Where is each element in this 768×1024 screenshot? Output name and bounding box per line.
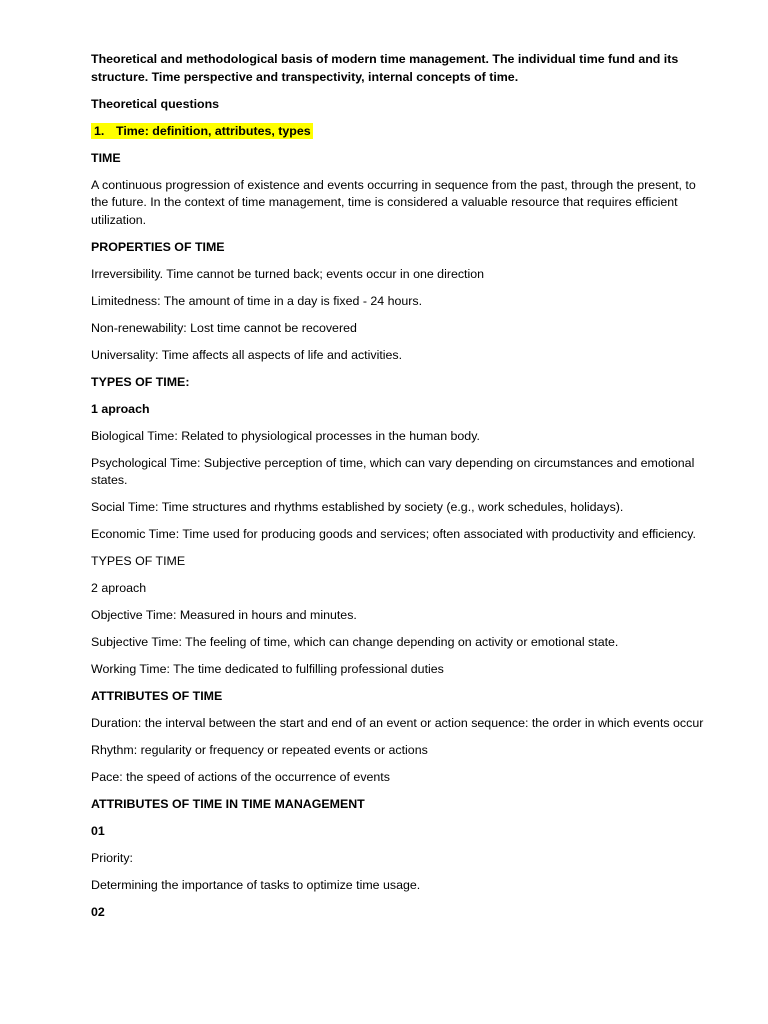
type-subjective: Subjective Time: The feeling of time, which can change depending on activity or emotional state. [91, 635, 619, 649]
type-social: Social Time: Time structures and rhythms established by society (e.g., work schedules, holidays). [91, 500, 624, 514]
property-universality: Universality: Time affects all aspects of life and activities. [91, 347, 403, 362]
attributes-tm-heading: ATTRIBUTES OF TIME IN TIME MANAGEMENT [91, 797, 365, 811]
time-definition: A continuous progression of existence and events occurring in sequence from the past, through the present, to the future. In the context of time management, time is considered a valuable resource that requires efficient utilization. [91, 177, 696, 227]
property-limitedness: Limitedness: The amount of time in a day is fixed - 24 hours. [91, 293, 423, 308]
theoretical-questions-heading: Theoretical questions [91, 96, 220, 111]
priority-description: Determining the importance of tasks to optimize time usage. [91, 878, 421, 892]
highlighted-list-item [91, 123, 716, 141]
approach-1-heading: 1 aproach [91, 401, 150, 416]
attribute-duration: Duration: the interval between the start and end of an event or action sequence: the order in which events occur [91, 716, 704, 730]
types-heading-2: TYPES OF TIME [91, 554, 186, 568]
list-item-text: Time: definition, attributes, types [116, 123, 311, 138]
type-working: Working Time: The time dedicated to fulfilling professional duties [91, 662, 444, 676]
number-02: 02 [91, 905, 105, 919]
types-heading: TYPES OF TIME: [91, 374, 190, 389]
priority-label: Priority: [91, 851, 133, 865]
attributes-heading: ATTRIBUTES OF TIME [91, 689, 223, 703]
type-objective: Objective Time: Measured in hours and minutes. [91, 608, 357, 622]
attribute-rhythm: Rhythm: regularity or frequency or repeated events or actions [91, 743, 428, 757]
type-biological: Biological Time: Related to physiological processes in the human body. [91, 428, 480, 443]
document-title: Theoretical and methodological basis of modern time management. The individual time fund and its structure. Time perspective and transpectivity, internal concepts of time. [91, 52, 679, 84]
type-psychological: Psychological Time: Subjective perception of time, which can vary depending on circumstances and emotional states. [91, 455, 695, 487]
properties-heading: PROPERTIES OF TIME [91, 239, 225, 254]
highlight [91, 123, 313, 139]
type-economic: Economic Time: Time used for producing goods and services; often associated with productivity and efficiency. [91, 527, 696, 541]
property-non-renewability: Non-renewability: Lost time cannot be recovered [91, 320, 357, 335]
time-heading: TIME [91, 150, 121, 165]
attribute-pace: Pace: the speed of actions of the occurrence of events [91, 770, 390, 784]
approach-2-heading: 2 aproach [91, 581, 147, 595]
property-irreversibility: Irreversibility. Time cannot be turned back; events occur in one direction [91, 266, 485, 281]
list-number: 1. [94, 123, 105, 138]
number-01: 01 [91, 824, 105, 838]
